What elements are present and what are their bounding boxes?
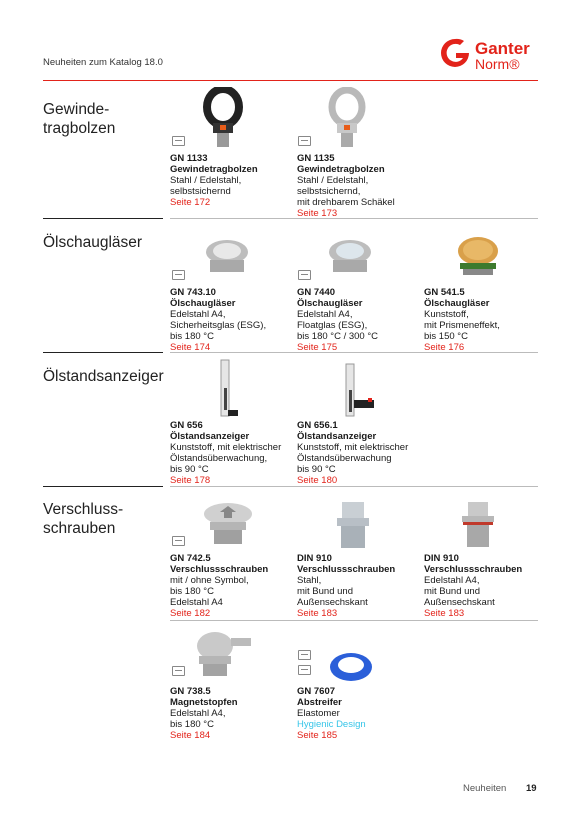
page-link[interactable]: Seite 173: [297, 208, 338, 219]
page-number: 19: [526, 783, 537, 794]
section-title-oelstandsanzeiger: Ölstandsanzeiger: [43, 368, 164, 385]
product-gn656: GN 656 Ölstandsanzeiger Kunststoff, mit elektrischer Ölstandsüberwachung, bis 90 °C Seite 178: [170, 420, 294, 486]
page-link[interactable]: Seite 178: [170, 475, 211, 486]
product-image-gn743-10: [202, 238, 252, 278]
product-image-gn738-5: [193, 628, 255, 680]
row-divider: [170, 486, 538, 487]
material-badge-icon: [172, 666, 185, 676]
product-image-gn1135: [322, 87, 372, 149]
ganter-logo-icon: [438, 36, 472, 70]
product-image-gn7607: [328, 650, 374, 684]
page-link[interactable]: Seite 172: [170, 197, 211, 208]
product-gn743-10: GN 743.10 Ölschaugläser Edelstahl A4, Sicherheitsglas (ESG), bis 180 °C Seite 174: [170, 287, 290, 353]
section-title-gewindetragbolzen: Gewinde- tragbolzen: [43, 101, 116, 137]
product-image-gn742-5: [200, 500, 256, 550]
material-badge-icon: [298, 270, 311, 280]
footer-label: Neuheiten: [463, 783, 507, 794]
product-image-din910-steel: [333, 500, 373, 552]
product-gn1135: GN 1135 Gewindetragbolzen Stahl / Edelstahl, selbstsichernd, mit drehbarem Schäkel Seite 173: [297, 153, 417, 219]
page-link[interactable]: Seite 183: [424, 608, 465, 619]
brand-logo: [438, 36, 548, 76]
product-image-din910-stainless: [458, 500, 498, 552]
page-link[interactable]: Seite 176: [424, 342, 465, 353]
product-gn7607: GN 7607 Abstreifer Elastomer Hygienic Design Seite 185: [297, 686, 417, 741]
hygienic-design-label: Hygienic Design: [297, 719, 366, 730]
material-badge-icon: [172, 536, 185, 546]
fda-badge-icon: [298, 650, 311, 660]
product-gn541-5: GN 541.5 Ölschaugläser Kunststoff, mit Prismeneffekt, bis 150 °C Seite 176: [424, 287, 544, 353]
brand-line2: Norm®: [475, 56, 520, 72]
section-divider: [43, 486, 163, 487]
brand-line1: Ganter: [475, 39, 530, 58]
page-link[interactable]: Seite 185: [297, 730, 338, 741]
page-link[interactable]: Seite 182: [170, 608, 211, 619]
product-image-gn656: [215, 358, 239, 424]
product-image-gn541-5: [453, 235, 503, 279]
material-badge-icon: [298, 136, 311, 146]
page-link[interactable]: Seite 180: [297, 475, 338, 486]
product-din910-steel: DIN 910 Verschlussschrauben Stahl, mit Bund und Außensechskant Seite 183: [297, 553, 417, 619]
product-gn7440: GN 7440 Ölschaugläser Edelstahl A4, Floatglas (ESG), bis 180 °C / 300 °C Seite 175: [297, 287, 417, 353]
page-link[interactable]: Seite 184: [170, 730, 211, 741]
section-title-oelschauglaeser: Ölschaugläser: [43, 234, 143, 251]
header-divider: [43, 80, 538, 81]
catalog-header: Neuheiten zum Katalog 18.0: [43, 57, 163, 68]
product-image-gn1133: [198, 87, 248, 149]
product-din910-stainless: DIN 910 Verschlussschrauben Edelstahl A4, mit Bund und Außensechskant Seite 183: [424, 553, 544, 619]
section-divider: [43, 352, 163, 353]
material-badge-icon: [172, 136, 185, 146]
page-link[interactable]: Seite 175: [297, 342, 338, 353]
row-divider: [170, 620, 538, 621]
page-link[interactable]: Seite 183: [297, 608, 338, 619]
product-image-gn656-1: [340, 362, 376, 424]
product-gn738-5: GN 738.5 Magnetstopfen Edelstahl A4, bis 180 °C Seite 184: [170, 686, 290, 741]
hygiene-badge-icon: [298, 665, 311, 675]
product-image-gn7440: [325, 238, 375, 278]
section-divider: [43, 218, 163, 219]
page-link[interactable]: Seite 174: [170, 342, 211, 353]
product-gn656-1: GN 656.1 Ölstandsanzeiger Kunststoff, mit elektrischer Ölstandsüberwachung bis 90 °C Seite 180: [297, 420, 421, 486]
product-gn742-5: GN 742.5 Verschlussschrauben mit / ohne Symbol, bis 180 °C Edelstahl A4 Seite 182: [170, 553, 290, 619]
material-badge-icon: [172, 270, 185, 280]
product-gn1133: GN 1133 Gewindetragbolzen Stahl / Edelstahl, selbstsichernd Seite 172: [170, 153, 290, 208]
section-title-verschlussschrauben: Verschluss- schrauben: [43, 501, 124, 537]
